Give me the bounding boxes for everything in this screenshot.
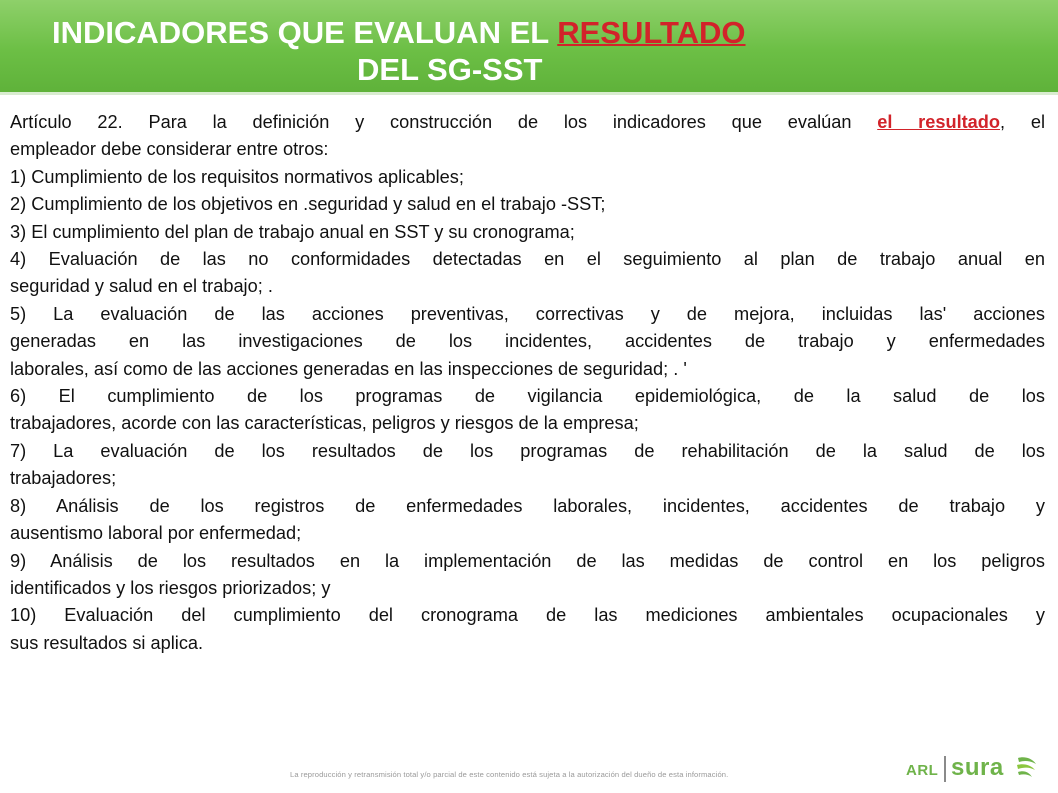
article-line: trabajadores; (10, 468, 117, 489)
article-line: sus resultados si aplica. (10, 632, 204, 653)
logo-sura-text: sura (951, 754, 1004, 781)
article-line: 1) Cumplimiento de los requisitos normativos aplicables; (10, 166, 464, 187)
article-line: 2) Cumplimiento de los objetivos en .seguridad y salud en el trabajo -SST; (10, 194, 606, 215)
article-line: seguridad y salud en el trabajo; . (10, 276, 273, 297)
article-line: ausentismo laboral por enfermedad; (10, 523, 302, 544)
article-intro-line (10, 109, 1045, 136)
article-lines (10, 136, 1045, 657)
article-text (10, 109, 1045, 657)
article-line: 9) Análisis de los resultados en la implementación de las medidas de control en los peligros (10, 550, 1045, 571)
article-line: laborales, así como de las acciones generadas en las inspecciones de seguridad; . ' (10, 358, 687, 379)
copyright-notice: La reproducción y retransmisión total y/o parcial de este contenido está sujeta a la autorización del dueño de esta información. (290, 770, 729, 779)
article-line: 5) La evaluación de las acciones preventivas, correctivas y de mejora, incluidas las' acciones (10, 303, 1045, 324)
slide-title-accent: RESULTADO (557, 15, 746, 50)
article-line: identificados y los riesgos priorizados; y (10, 577, 331, 598)
article-line: generadas en las investigaciones de los incidentes, accidentes de trabajo y enfermedades (10, 331, 1045, 352)
result-highlight: el resultado (877, 112, 1001, 132)
article-intro-suffix: , el (1000, 112, 1045, 132)
logo-separator (944, 756, 946, 782)
article-line: 3) El cumplimiento del plan de trabajo anual en SST y su cronograma; (10, 221, 575, 242)
slide-title-line-2: DEL SG-SST (357, 52, 543, 87)
article-intro-prefix: Artículo 22. Para la definición y construcción de los indicadores que evalúan (10, 112, 878, 132)
article-line: 6) El cumplimiento de los programas de vigilancia epidemiológica, de la salud de los (10, 386, 1045, 407)
slide-title-line-1 (52, 15, 746, 51)
article-line: trabajadores, acorde con las características, peligros y riesgos de la empresa; (10, 413, 639, 434)
article-line: 8) Análisis de los registros de enfermedades laborales, incidentes, accidentes de trabajo y (10, 495, 1045, 516)
slide-title-prefix: INDICADORES QUE EVALUAN EL (52, 15, 558, 50)
title-divider (0, 92, 1058, 95)
logo-arl-text: ARL (906, 762, 939, 779)
article-line: empleador debe considerar entre otros: (10, 139, 329, 160)
article-line: 7) La evaluación de los resultados de los programas de rehabilitación de la salud de los (10, 440, 1045, 461)
article-line: 10) Evaluación del cumplimiento del cronograma de las mediciones ambientales ocupacionales y (10, 605, 1045, 626)
article-line: 4) Evaluación de las no conformidades detectadas en el seguimiento al plan de trabajo anual en (10, 249, 1045, 270)
sura-swoosh-icon (1014, 754, 1038, 780)
